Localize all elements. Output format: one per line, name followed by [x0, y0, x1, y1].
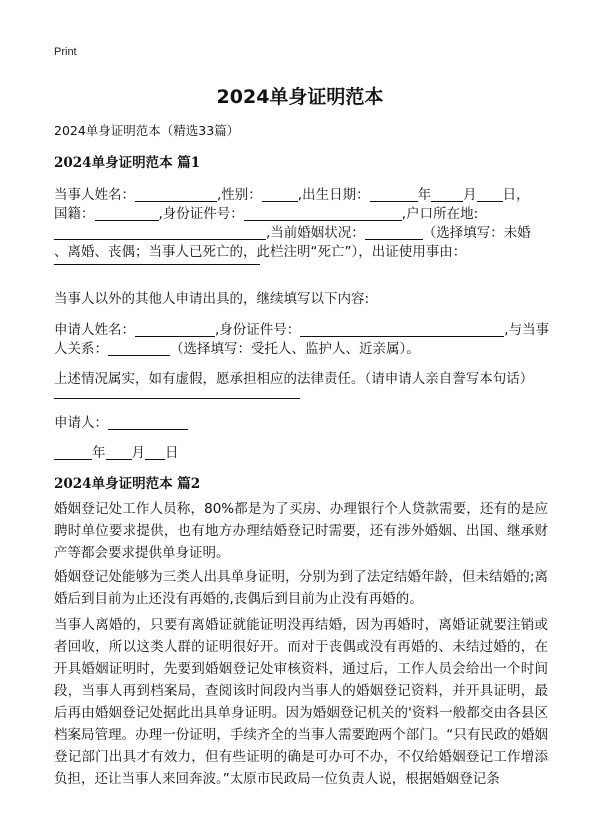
birth-label: ,出生日期：	[297, 187, 370, 203]
other-applicant-note: 当事人以外的其他人申请出具的，继续填写以下内容:	[54, 291, 370, 307]
month-label: 月	[463, 187, 477, 203]
relation-tail: ,与当事	[504, 322, 550, 338]
year-label: 年	[417, 187, 432, 203]
applicant-sign-label: 申请人：	[54, 415, 108, 431]
relation-note: （选择填写：受托人、监护人、近亲属）。	[170, 341, 420, 357]
applicant-line-1	[54, 318, 549, 338]
date-line	[54, 441, 179, 461]
date-year-blank	[54, 444, 92, 460]
usage-reason-blank	[54, 264, 260, 265]
applicant-sign-blank	[108, 414, 188, 430]
form-line-3	[54, 221, 531, 241]
declaration-blank	[54, 398, 300, 399]
form-line-2	[54, 202, 478, 222]
marital-status-label: ,当前婚姻状况：	[266, 225, 365, 241]
applicant-sign-line	[54, 411, 188, 431]
date-month-label: 月	[131, 445, 145, 461]
page-title: 2024单身证明范本	[216, 86, 384, 108]
form-line-1	[54, 183, 530, 203]
party-name-label: 当事人姓名：	[54, 187, 135, 203]
residence-label: ,户口所在地:	[401, 206, 479, 222]
declaration-text: 上述情况属实，如有虚假，愿承担相应的法律责任。（请申请人亲自誊写本句话）	[54, 371, 534, 387]
gender-label: ,性别：	[217, 187, 262, 203]
applicant-name-label: 申请人姓名：	[54, 322, 135, 338]
date-day-label: 日	[165, 445, 179, 461]
print-link[interactable]: Print	[54, 46, 77, 58]
gender-blank	[262, 186, 298, 202]
day-label: 日，	[502, 187, 530, 203]
id-number-label: ,身份证件号：	[158, 206, 244, 222]
id-number-blank	[244, 205, 402, 221]
section2-paragraph-3: 当事人离婚的，只要有离婚证就能证明没再结婚，因为再婚时，离婚证就要注销或者回收，所以这类人群的证明很好开。而对于丧偶或没有再婚的、未结过婚的，在开具婚姻证明时，先要到婚姻登记处审核资料，通过后，工作人员会给出一个时间段，当事人再到档案局，查阅该时间段内当事人的婚姻登记资料，并开具证明，最后再由婚姻登记处据此出具单身证明。因为婚姻登记机关的'资料一般都交由各县区档案局管理。办理一份证明，手续齐全的当事人需要跑两个部门。“只有民政的婚姻登记部门出具才有效力，但有些证明的确是可办可不办，不仅给婚姻登记工作增添负担，还让当事人来回奔波。”太原市民政局一位负责人说，根据婚姻登记条	[54, 617, 548, 787]
section2-paragraph-1: 婚姻登记处工作人员称，80%都是为了买房、办理银行个人贷款需要，还有的是应聘时单位要求提供，也有地方办理结婚登记时需要，还有涉外婚姻、出国、继承财产等都会要求提供单身证明。	[54, 501, 548, 561]
date-day-blank	[145, 444, 165, 460]
birth-day-blank	[477, 186, 503, 202]
residence-blank	[54, 224, 266, 240]
date-year-label: 年	[92, 445, 106, 461]
birth-month-blank	[431, 186, 463, 202]
marital-status-blank	[365, 224, 423, 240]
relation-blank	[108, 340, 170, 356]
nationality-label: 国籍：	[54, 206, 95, 222]
date-month-blank	[106, 444, 132, 460]
nationality-blank	[95, 205, 159, 221]
section1-heading: 2024单身证明范本 篇1	[54, 155, 201, 171]
form-line-4: 、离婚、丧偶；当事人已死亡的，此栏注明“死亡”），出证使用事由：	[54, 244, 467, 260]
section2-paragraph-2: 婚姻登记处能够为三类人出具单身证明，分别为到了法定结婚年龄，但未结婚的;离婚后到目前为止还没有再婚的,丧偶后到目前为止没有再婚的。	[54, 569, 548, 607]
applicant-line-2	[54, 337, 420, 357]
relation-label: 人关系：	[54, 341, 108, 357]
party-name-blank	[135, 186, 217, 202]
applicant-id-label: ,身份证件号：	[215, 322, 301, 338]
section2-heading: 2024单身证明范本 篇2	[54, 476, 201, 492]
applicant-id-blank	[300, 321, 504, 337]
document-subtitle: 2024单身证明范本（精选33篇）	[54, 123, 240, 138]
birth-year-blank	[370, 186, 418, 202]
applicant-name-blank	[135, 321, 215, 337]
marital-status-note: （选择填写：未婚	[422, 225, 531, 241]
